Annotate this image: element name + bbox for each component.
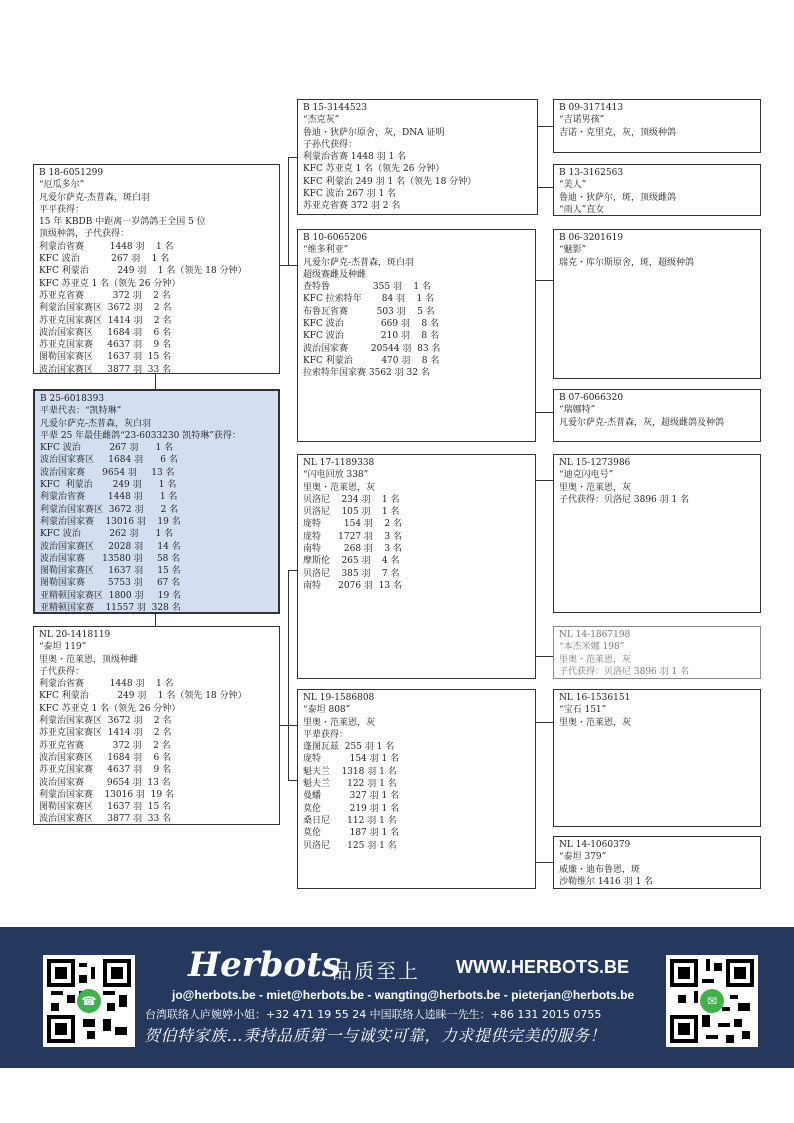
pedigree-text-line: 波治国家赛区 3877 羽 33 名 (39, 814, 172, 825)
connector (536, 656, 553, 657)
pedigree-text-line: 曼蟠 327 羽 1 名 (303, 791, 400, 802)
ssd-card (553, 164, 761, 216)
pedigree-text-line: KFC 利蒙治 249 羽 1 名（领先 18 分钟） (39, 691, 247, 702)
pedigree-text-line: B 18-6051299 (39, 168, 104, 178)
sire-dam-card (297, 229, 536, 442)
dam-card (33, 626, 280, 825)
pedigree-text-line: KFC 拉索特年 84 羽 1 名 (303, 294, 435, 305)
connector (538, 187, 553, 188)
pedigree-text-line: “雨人”直女 (559, 204, 605, 215)
pedigree-text-line: 15 年 KBDB 中距离一岁鸽鸽王全国 5 位 (39, 217, 206, 228)
line-icon: ☎ (77, 989, 101, 1013)
dam-sire-card (297, 454, 536, 679)
connector (536, 722, 553, 723)
website-link[interactable]: WWW.HERBOTS.BE (456, 957, 629, 977)
pedigree-text-line: 平平获得： (39, 204, 85, 215)
pedigree-text-line: KFC 苏亚克 1 名（领先 26 分钟） (303, 164, 445, 175)
connector (288, 570, 289, 780)
pedigree-text-line: 莫伦 187 羽 1 名 (303, 828, 400, 839)
email-contacts[interactable]: jo@herbots.be - miet@herbots.be - wangting@herbots.be - pieterjan@herbots.be (172, 988, 635, 1002)
pedigree-text-line: B 07-6066320 (559, 393, 624, 403)
pedigree-text-line: 布鲁瓦省赛 503 羽 5 名 (303, 306, 435, 317)
pedigree-text-line: 桑日尼 112 羽 1 名 (303, 815, 397, 826)
pedigree-text-line: 利蒙治省赛 1448 羽 1 名 (39, 241, 174, 252)
connector (538, 126, 553, 127)
pedigree-text-line: 利蒙治国家赛 13016 羽 19 名 (39, 789, 174, 800)
pedigree-text-line: 魁夫兰 1318 羽 1 名 (303, 766, 397, 777)
dam-dam-card (297, 689, 536, 889)
pedigree-text-line: 平辈代表：“凯特琳” (40, 406, 122, 417)
family-motto: 贺伯特家族…秉持品质第一与诚实可靠，力求提供完美的服务！ (144, 1026, 607, 1045)
pedigree-text-line: 亚精顿国家赛 11557 羽 328 名 (40, 603, 181, 614)
pedigree-text-line: 平辈获得： (303, 729, 349, 740)
pedigree-text-line: B 25-6018393 (40, 394, 105, 404)
dsd-card (553, 626, 761, 679)
pedigree-text-line: 利蒙治国家赛区 3672 羽 2 名 (39, 716, 172, 727)
dds-card (553, 689, 761, 827)
pedigree-text-line: 波治国家赛区 2028 羽 14 名 (40, 541, 181, 552)
pedigree-text-line: 南特 2076 羽 13 名 (303, 580, 402, 591)
pedigree-text-line: NL 14-1060379 (559, 840, 631, 850)
pedigree-text-line: 鲁迪・狄萨尔，斑，顶级雌鸽 (559, 192, 677, 203)
pedigree-text-line: 庞特 1727 羽 3 名 (303, 531, 402, 542)
sire-card (33, 164, 280, 374)
pedigree-text-line: 拉索特年国家赛 3562 羽 32 名 (303, 368, 430, 379)
pedigree-text-line: 庞特 154 羽 1 名 (303, 754, 400, 765)
pedigree-text-line: B 10-6065206 (303, 233, 368, 243)
pedigree-text-line: B 15-3144523 (303, 103, 368, 113)
pedigree-text-line: 瑞克・库尔斯原舍，斑，超级种鸽 (559, 257, 695, 268)
pedigree-text-line: 鲁迪・狄萨尔原舍，灰，DNA 证明 (303, 127, 445, 138)
pedigree-text-line: 亚精顿国家赛区 1800 羽 19 名 (40, 590, 182, 601)
pedigree-text-line: NL 16-1536151 (559, 693, 631, 703)
pedigree-text-line: KFC 波治 210 羽 8 名 (303, 331, 439, 342)
pedigree-text-line: “泰坦 379” (559, 852, 607, 863)
pedigree-text-line: KFC 苏亚克 1 名（领先 26 分钟） (39, 278, 181, 289)
pedigree-text-line: 超级赛雌及种雌 (303, 269, 367, 280)
pedigree-text-line: 凡爱尔萨克-杰普森，斑白羽 (39, 192, 151, 203)
pedigree-text-line: “本杰米娜 198” (559, 642, 625, 653)
pedigree-text-line: 苏亚克国家赛区 1414 羽 2 名 (39, 315, 172, 326)
pedigree-text-line: “泰坦 808” (303, 705, 351, 716)
pedigree-text-line: 苏亚克省赛 372 羽 2 名 (39, 740, 171, 751)
pedigree-text-line: 子孙代获得： (303, 139, 358, 150)
pedigree-text-line: 利蒙治省赛 1448 羽 1 名 (39, 679, 174, 690)
pedigree-text-line: 子代获得：贝洛尼 3896 羽 1 名 (559, 666, 690, 677)
connector (536, 480, 553, 481)
pedigree-text-line: 里奥・范莱恩，灰 (303, 482, 376, 493)
pedigree-text-line: 波治国家赛区 1684 羽 6 名 (39, 752, 172, 763)
pedigree-text-line: “魅影” (559, 245, 587, 256)
pedigree-text-line: 里奥・范莱恩，灰 (559, 654, 632, 665)
pedigree-text-line: KFC 苏亚克 1 名（领先 26 分钟） (39, 703, 181, 714)
pedigree-text-line: KFC 波治 669 羽 8 名 (303, 319, 439, 330)
brand-logo: Herbots (188, 945, 341, 985)
pedigree-text-line: 图勒国家赛区 1637 羽 15 名 (40, 566, 181, 577)
brand-slogan: 品质至上 (332, 959, 420, 983)
main-pigeon-card (33, 389, 280, 614)
pedigree-text-line: 图勒国家赛区 1637 羽 15 名 (39, 802, 172, 813)
pedigree-text-line: NL 20-1418119 (39, 630, 111, 640)
pedigree-text-line: 沙勒维尔 1416 羽 1 名 (559, 876, 654, 887)
pedigree-text-line: 子代获得： (39, 666, 85, 677)
pedigree-text-line: “杰克灰” (303, 115, 340, 126)
pedigree-text-line: 波治国家赛 20544 羽 83 名 (303, 343, 441, 354)
pedigree-text-line: KFC 利蒙治 470 羽 8 名 (303, 355, 440, 366)
connector (288, 570, 297, 571)
pedigree-text-line: 贝洛尼 385 羽 7 名 (303, 568, 400, 579)
connector (288, 157, 289, 265)
pedigree-text-line: “维多利亚” (303, 245, 349, 256)
pedigree-text-line: 凡爱尔萨克-杰普森，灰白羽 (40, 418, 152, 429)
pedigree-text-line: 图勒国家赛 5753 羽 67 名 (40, 578, 181, 589)
pedigree-text-line: 苏亚克国家赛区 1414 羽 2 名 (39, 728, 172, 739)
connector (288, 780, 297, 781)
pedigree-text-line: 利蒙治省赛 1448 羽 1 名 (40, 492, 178, 503)
pedigree-text-line: 里奥・范莱恩，灰 (559, 717, 632, 728)
pedigree-text-line: KFC 利蒙治 249 羽 1 名（领先 18 分钟） (39, 266, 247, 277)
connector (536, 862, 553, 863)
pedigree-text-line: B 06-3201619 (559, 233, 624, 243)
pedigree-text-line: NL 15-1273986 (559, 458, 631, 468)
pedigree-text-line: 苏亚克国家赛 4637 羽 9 名 (39, 765, 172, 776)
pedigree-text-line: KFC 利蒙治 249 羽 1 名 (40, 480, 177, 491)
phone-contacts: 台湾联络人庐婉婷小姐：+32 471 19 55 24 中国联络人逵睐一先生：+86 131 2015 0755 (145, 1008, 602, 1021)
pedigree-text-line: 莫伦 219 羽 1 名 (303, 803, 400, 814)
pedigree-text-line: 子代获得：贝洛尼 3896 羽 1 名 (559, 494, 690, 505)
pedigree-text-line: 魁夫兰 122 羽 1 名 (303, 779, 397, 790)
pedigree-text-line: KFC 波治 262 羽 1 名 (40, 529, 174, 540)
pedigree-text-line: 利蒙治省赛 1448 羽 1 名 (303, 152, 407, 163)
pedigree-text-line: KFC 波治 267 羽 1 名 (39, 254, 170, 265)
pedigree-text-line: 贝洛尼 125 羽 1 名 (303, 840, 397, 851)
pedigree-text-line: 里奥・范莱恩，灰 (559, 482, 632, 493)
pedigree-text-line: 利蒙治国家赛 13016 羽 19 名 (40, 516, 181, 527)
sss-card (553, 99, 761, 153)
qr-code-right[interactable] (666, 955, 758, 1047)
ddd-card (553, 836, 761, 889)
pedigree-text-line: NL 19-1586808 (303, 693, 375, 703)
sire-sire-card (297, 99, 538, 215)
pedigree-text-line: 凡爱尔萨克-杰普森，斑白羽 (303, 257, 415, 268)
pedigree-text-line: 波治国家赛区 1684 羽 6 名 (39, 327, 172, 338)
pedigree-text-line: 贝洛尼 105 羽 1 名 (303, 507, 400, 518)
connector (155, 373, 156, 390)
pedigree-text-line: 平辈 25 年最佳雌鸽“23-6033230 凯特琳”获得： (40, 430, 241, 441)
pedigree-text-line: NL 14-1867198 (559, 630, 631, 640)
dss-card (553, 454, 761, 613)
pedigree-text-line: KFC 利蒙治 249 羽 1 名（领先 18 分钟） (303, 176, 477, 187)
pedigree-text-line: KFC 波治 267 羽 1 名 (303, 189, 397, 200)
pedigree-text-line: 里奥・范莱恩，灰 (303, 717, 376, 728)
pedigree-text-line: 波治国家赛 13580 羽 58 名 (40, 553, 181, 564)
connector (288, 157, 297, 158)
qr-code-left[interactable] (43, 955, 135, 1047)
pedigree-text-line: “泰坦 119” (39, 642, 87, 653)
pedigree-text-line: 威廉・迪布鲁恩，斑 (559, 864, 641, 875)
pedigree-text-line: 利蒙治国家赛区 3672 羽 2 名 (40, 504, 179, 515)
pedigree-text-line: 蓬图瓦兹 255 羽 1 名 (303, 742, 395, 753)
pedigree-text-line: “闪电回放 338” (303, 470, 369, 481)
pedigree-text-line: 贝洛尼 234 羽 1 名 (303, 494, 400, 505)
pedigree-text-line: “迪克闪电号” (559, 470, 614, 481)
pedigree-text-line: 南特 268 羽 3 名 (303, 544, 402, 555)
pedigree-text-line: B 13-3162563 (559, 168, 624, 178)
pedigree-text-line: 波治国家赛 9654 羽 13 名 (40, 467, 175, 478)
pedigree-text-line: 里奥・范莱恩，顶级种雌 (39, 654, 139, 665)
footer-banner (0, 927, 794, 1068)
pedigree-text-line: 顶级种鸽，子代获得： (39, 229, 130, 240)
pedigree-text-line: 波治国家赛区 3877 羽 33 名 (39, 364, 172, 374)
pedigree-text-line: 苏亚克省赛 372 羽 2 名 (303, 201, 401, 212)
pedigree-text-line: “美人” (559, 180, 587, 191)
sdd-card (553, 389, 761, 442)
wechat-icon: ✉ (700, 989, 724, 1013)
pedigree-text-line: B 09-3171413 (559, 103, 624, 113)
pedigree-text-line: NL 17-1189338 (303, 458, 375, 468)
pedigree-text-line: “吉诺男孩” (559, 115, 605, 126)
pedigree-text-line: “厄瓜多尔” (39, 180, 85, 191)
pedigree-text-line: 苏亚克省赛 372 羽 2 名 (39, 290, 171, 301)
pedigree-text-line: 庞特 154 羽 2 名 (303, 519, 402, 530)
pedigree-text-line: “瑞娜特” (559, 405, 596, 416)
connector (288, 265, 297, 266)
pedigree-text-line: 图勒国家赛区 1637 羽 15 名 (39, 352, 172, 363)
pedigree-text-line: 查特鲁 355 羽 1 名 (303, 282, 431, 293)
pedigree-text-line: “宝石 151” (559, 705, 607, 716)
pedigree-text-line: 利蒙治国家赛区 3672 羽 2 名 (39, 303, 172, 314)
connector (536, 412, 553, 413)
pedigree-text-line: 凡爱尔萨克-杰普森，灰，超级雌鸽及种鸽 (559, 417, 725, 428)
sds-card (553, 229, 761, 379)
connector (536, 280, 553, 281)
pedigree-text-line: 波治国家赛 9654 羽 13 名 (39, 777, 171, 788)
pedigree-text-line: 吉诺・克里克，灰，顶级种鸽 (559, 127, 677, 138)
pedigree-text-line: 苏亚克国家赛 4637 羽 9 名 (39, 340, 172, 351)
pedigree-text-line: 波治国家赛区 1684 羽 6 名 (40, 455, 178, 466)
pedigree-text-line: 摩斯伦 265 羽 4 名 (303, 556, 400, 567)
pedigree-text-line: KFC 波治 267 羽 1 名 (40, 443, 174, 454)
